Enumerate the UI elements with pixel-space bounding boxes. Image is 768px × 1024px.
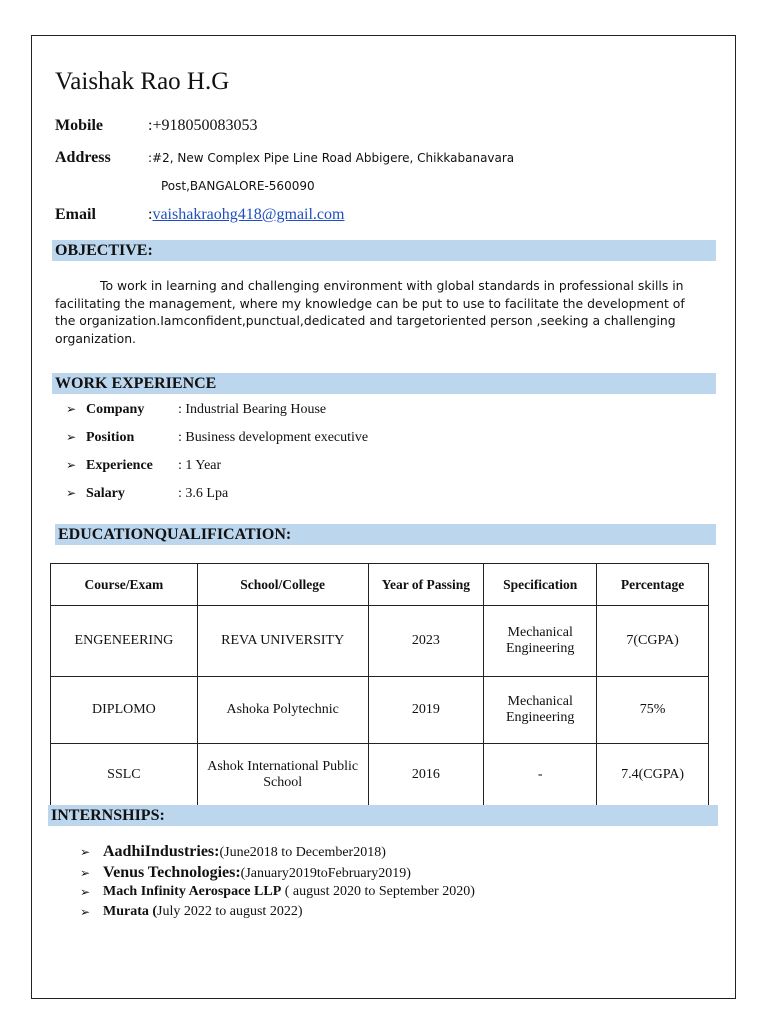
work-key: Salary [86,486,125,501]
table-cell: - [484,744,597,806]
address-line2: Post,BANGALORE-560090 [161,179,315,193]
bullet-icon: ➢ [80,905,91,919]
table-cell: REVA UNIVERSITY [197,606,368,677]
address-line1: :#2, New Complex Pipe Line Road Abbigere, Chikkabanavara [148,151,515,165]
internship-period: ( august 2020 to September 2020) [281,884,475,899]
email-link[interactable]: vaishakraohg418@gmail.com [152,206,345,223]
email-colon: : [148,206,153,223]
table-cell: 7(CGPA) [597,606,709,677]
education-table [50,563,709,806]
mobile-value: :+918050083053 [148,117,258,134]
bullet-icon: ➢ [66,458,77,472]
work-key: Company [86,402,145,417]
table-cell: 7.4(CGPA) [597,744,709,806]
table-cell: 75% [597,677,709,744]
table-cell: 2019 [368,677,484,744]
table-header-row [51,564,709,606]
education-heading: EDUCATIONQUALIFICATION: [55,524,716,545]
work-key: Position [86,430,135,445]
table-cell: SSLC [51,744,198,806]
objective-text [55,277,695,347]
internship-name: Murata ( [103,904,158,919]
email-label: Email [55,206,96,223]
table-header-cell: School/College [197,564,368,606]
internship-period: (June2018 to December2018) [219,845,386,860]
objective-body: To work in learning and challenging environment with global standards in professional skills in facilitating the management, where my knowledge can be put to use to facilitate the development of the organization.Iamconfident,punctual,dedicated and targetoriented person ,seeking a challenging organization. [55,278,685,346]
bullet-icon: ➢ [66,486,77,500]
bullet-icon: ➢ [80,885,91,899]
table-row [51,677,709,744]
work-value: : Industrial Bearing House [178,402,327,417]
table-cell: Ashoka Polytechnic [197,677,368,744]
work-key: Experience [86,458,153,473]
internship-period: (January2019toFebruary2019) [240,866,411,881]
table-cell: Mechanical Engineering [484,606,597,677]
candidate-name: Vaishak Rao H.G [55,68,230,95]
internships-heading: INTERNSHIPS: [48,805,718,826]
bullet-icon: ➢ [66,402,77,416]
table-cell: Mechanical Engineering [484,677,597,744]
table-cell: DIPLOMO [51,677,198,744]
internship-name: AadhiIndustries: [103,843,220,860]
table-cell: ENGENEERING [51,606,198,677]
objective-heading: OBJECTIVE: [52,240,716,261]
internship-period: July 2022 to august 2022) [157,904,303,919]
table-header-cell: Specification [484,564,597,606]
bullet-icon: ➢ [80,866,91,880]
address-label: Address [55,149,111,166]
table-header-cell: Course/Exam [51,564,198,606]
work-experience-heading: WORK EXPERIENCE [52,373,716,394]
internship-name: Venus Technologies: [103,864,241,881]
table-cell: Ashok International Public School [197,744,368,806]
work-value: : 3.6 Lpa [178,486,229,501]
table-cell: 2016 [368,744,484,806]
internship-name: Mach Infinity Aerospace LLP [103,884,282,899]
table-header-cell: Percentage [597,564,709,606]
email-value-wrap [148,206,344,224]
table-row [51,744,709,806]
table-row [51,606,709,677]
bullet-icon: ➢ [66,430,77,444]
table-header-cell: Year of Passing [368,564,484,606]
mobile-label: Mobile [55,117,103,134]
work-value: : 1 Year [178,458,222,473]
work-value: : Business development executive [178,430,369,445]
bullet-icon: ➢ [80,845,91,859]
table-cell: 2023 [368,606,484,677]
